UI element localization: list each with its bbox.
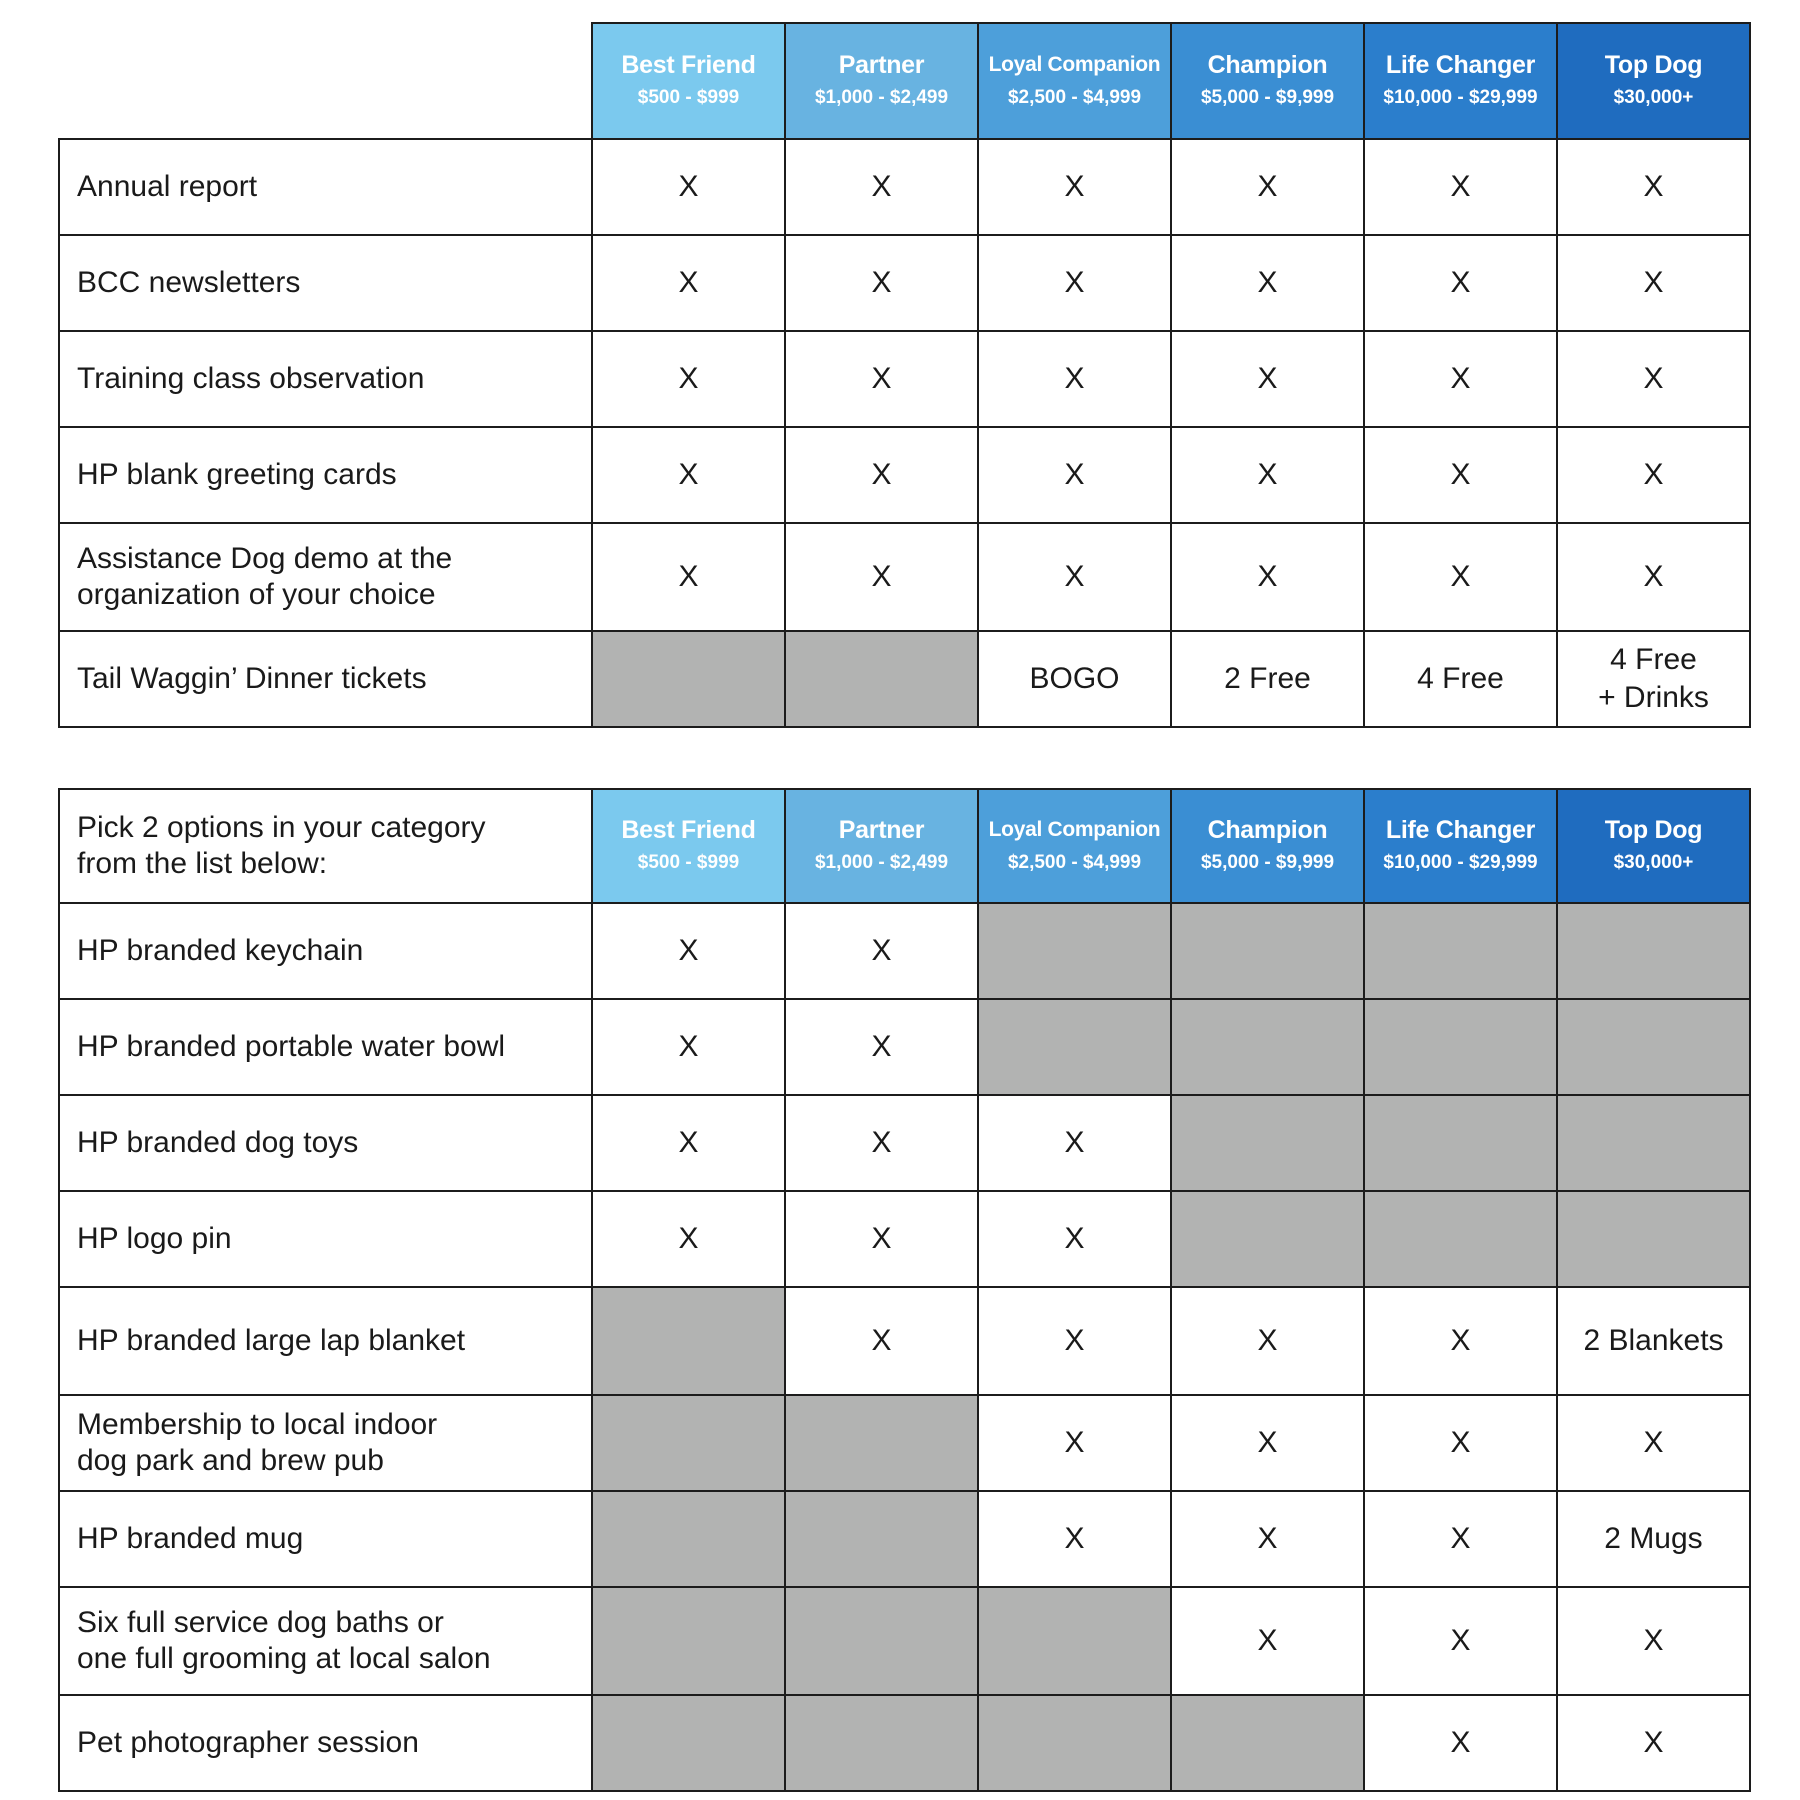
benefit-cell: X	[592, 523, 785, 631]
table-row	[59, 631, 1750, 727]
tier-header-champion	[1171, 23, 1364, 139]
benefit-cell: X	[785, 1287, 978, 1395]
tier-header-top-dog	[1557, 23, 1750, 139]
row-label: HP logo pin	[59, 1191, 592, 1287]
row-label: Training class observation	[59, 331, 592, 427]
benefit-cell: X	[1364, 139, 1557, 235]
unavailable-cell	[1364, 999, 1557, 1095]
tier-name: Loyal Companion	[988, 53, 1161, 76]
tier-range: $500 - $999	[637, 87, 740, 108]
benefit-cell: 2 Mugs	[1557, 1491, 1750, 1587]
unavailable-cell	[785, 1695, 978, 1791]
benefit-cell: X	[785, 1095, 978, 1191]
row-label: HP branded keychain	[59, 903, 592, 999]
benefit-cell: X	[1557, 523, 1750, 631]
benefits-table	[58, 22, 1751, 728]
unavailable-cell	[978, 999, 1171, 1095]
benefit-cell: X	[1364, 1695, 1557, 1791]
benefit-cell: X	[785, 523, 978, 631]
benefit-cell: 2 Blankets	[1557, 1287, 1750, 1395]
row-label: HP branded portable water bowl	[59, 999, 592, 1095]
benefit-cell: X	[592, 427, 785, 523]
row-label: Tail Waggin’ Dinner tickets	[59, 631, 592, 727]
tier-name: Top Dog	[1604, 816, 1703, 844]
benefit-cell: X	[1171, 235, 1364, 331]
benefit-cell: X	[592, 999, 785, 1095]
tier-header-life-changer	[1364, 789, 1557, 903]
unavailable-cell	[1557, 903, 1750, 999]
benefit-cell: X	[1364, 1395, 1557, 1491]
benefit-cell: X	[785, 427, 978, 523]
row-label: Assistance Dog demo at the organization of your choice	[59, 523, 592, 631]
benefit-cell: X	[978, 427, 1171, 523]
benefit-cell: X	[1557, 427, 1750, 523]
unavailable-cell	[1364, 1191, 1557, 1287]
benefit-cell: X	[978, 1491, 1171, 1587]
tier-name: Life Changer	[1385, 51, 1536, 79]
tier-range: $5,000 - $9,999	[1200, 87, 1335, 108]
benefit-cell: X	[785, 139, 978, 235]
unavailable-cell	[978, 903, 1171, 999]
tier-header-best-friend	[592, 23, 785, 139]
tier-header-partner	[785, 789, 978, 903]
benefit-cell: X	[1364, 235, 1557, 331]
benefit-cell: 2 Free	[1171, 631, 1364, 727]
unavailable-cell	[978, 1695, 1171, 1791]
row-label: HP blank greeting cards	[59, 427, 592, 523]
benefit-cell: X	[785, 235, 978, 331]
table-row	[59, 1191, 1750, 1287]
tier-name: Best Friend	[621, 816, 756, 844]
options-header-row	[59, 789, 1750, 903]
table-row	[59, 999, 1750, 1095]
options-instruction-text: Pick 2 options in your category from the list below:	[77, 811, 486, 880]
unavailable-cell	[1557, 999, 1750, 1095]
benefit-cell: X	[785, 331, 978, 427]
benefit-cell: X	[1171, 427, 1364, 523]
unavailable-cell	[1557, 1191, 1750, 1287]
tier-name: Life Changer	[1385, 816, 1536, 844]
tier-range: $30,000+	[1613, 87, 1694, 108]
options-instruction	[59, 789, 592, 903]
table-row	[59, 427, 1750, 523]
benefit-cell: 4 Free + Drinks	[1557, 631, 1750, 727]
unavailable-cell	[592, 1395, 785, 1491]
benefits-header-row	[59, 23, 1750, 139]
tier-header-champion	[1171, 789, 1364, 903]
tier-range: $1,000 - $2,499	[814, 852, 949, 873]
unavailable-cell	[1171, 1191, 1364, 1287]
tier-header-partner	[785, 23, 978, 139]
unavailable-cell	[592, 1491, 785, 1587]
unavailable-cell	[1171, 1695, 1364, 1791]
tier-name: Champion	[1207, 51, 1328, 79]
unavailable-cell	[592, 1587, 785, 1695]
table-row	[59, 139, 1750, 235]
tier-header-life-changer	[1364, 23, 1557, 139]
table-row	[59, 1095, 1750, 1191]
benefit-cell: X	[1557, 331, 1750, 427]
tier-range: $10,000 - $29,999	[1383, 87, 1538, 108]
row-label: HP branded large lap blanket	[59, 1287, 592, 1395]
benefit-cell: 4 Free	[1364, 631, 1557, 727]
tier-name: Top Dog	[1604, 51, 1703, 79]
options-table	[58, 788, 1751, 1792]
benefit-cell: X	[978, 235, 1171, 331]
header-blank-cell	[59, 23, 592, 139]
tier-header-loyal-companion	[978, 23, 1171, 139]
benefit-cell: X	[1557, 235, 1750, 331]
benefit-cell: X	[1171, 523, 1364, 631]
benefit-cell: X	[978, 1287, 1171, 1395]
benefit-cell: X	[978, 1395, 1171, 1491]
unavailable-cell	[1364, 903, 1557, 999]
benefit-cell: X	[1364, 1587, 1557, 1695]
benefit-cell: X	[592, 1095, 785, 1191]
tier-name: Partner	[838, 51, 925, 79]
tier-range: $30,000+	[1613, 852, 1694, 873]
unavailable-cell	[1171, 1095, 1364, 1191]
unavailable-cell	[1171, 999, 1364, 1095]
row-label: HP branded dog toys	[59, 1095, 592, 1191]
unavailable-cell	[785, 1491, 978, 1587]
benefit-cell: X	[978, 331, 1171, 427]
benefit-cell: X	[978, 523, 1171, 631]
tier-range: $1,000 - $2,499	[814, 87, 949, 108]
benefit-cell: X	[1557, 1587, 1750, 1695]
tier-range: $500 - $999	[637, 852, 740, 873]
tier-range: $2,500 - $4,999	[1007, 852, 1142, 873]
tier-name: Champion	[1207, 816, 1328, 844]
unavailable-cell	[785, 1587, 978, 1695]
benefit-cell: X	[1171, 1491, 1364, 1587]
benefit-cell: X	[1557, 139, 1750, 235]
benefit-cell: X	[1364, 427, 1557, 523]
table-row	[59, 523, 1750, 631]
tier-header-loyal-companion	[978, 789, 1171, 903]
unavailable-cell	[592, 1287, 785, 1395]
benefit-cell: X	[592, 1191, 785, 1287]
tier-header-best-friend	[592, 789, 785, 903]
table-row	[59, 1395, 1750, 1491]
unavailable-cell	[592, 631, 785, 727]
benefit-cell: X	[785, 999, 978, 1095]
row-label: Pet photographer session	[59, 1695, 592, 1791]
benefit-cell: X	[1364, 1287, 1557, 1395]
row-label: Six full service dog baths or one full grooming at local salon	[59, 1587, 592, 1695]
benefit-cell: X	[978, 1095, 1171, 1191]
tier-name: Best Friend	[621, 51, 756, 79]
benefit-cell: X	[1364, 523, 1557, 631]
benefit-cell: X	[592, 235, 785, 331]
unavailable-cell	[1364, 1095, 1557, 1191]
tier-range: $2,500 - $4,999	[1007, 87, 1142, 108]
row-label: BCC newsletters	[59, 235, 592, 331]
benefit-cell: X	[1171, 1587, 1364, 1695]
unavailable-cell	[1557, 1095, 1750, 1191]
tier-name: Partner	[838, 816, 925, 844]
benefit-cell: X	[1171, 1287, 1364, 1395]
benefit-cell: X	[1171, 331, 1364, 427]
unavailable-cell	[785, 631, 978, 727]
benefit-cell: X	[1171, 1395, 1364, 1491]
benefit-cell: X	[1364, 331, 1557, 427]
benefit-cell: X	[785, 1191, 978, 1287]
table-row	[59, 235, 1750, 331]
benefit-cell: X	[1557, 1395, 1750, 1491]
tier-range: $5,000 - $9,999	[1200, 852, 1335, 873]
row-label: HP branded mug	[59, 1491, 592, 1587]
tier-header-top-dog	[1557, 789, 1750, 903]
row-label: Membership to local indoor dog park and brew pub	[59, 1395, 592, 1491]
unavailable-cell	[592, 1695, 785, 1791]
table-row	[59, 331, 1750, 427]
benefit-cell: X	[592, 139, 785, 235]
table-row	[59, 1287, 1750, 1395]
benefit-cell: X	[1171, 139, 1364, 235]
unavailable-cell	[978, 1587, 1171, 1695]
benefit-cell: X	[592, 331, 785, 427]
tier-range: $10,000 - $29,999	[1383, 852, 1538, 873]
unavailable-cell	[1171, 903, 1364, 999]
benefit-cell: X	[978, 139, 1171, 235]
table-row	[59, 1587, 1750, 1695]
table-row	[59, 1491, 1750, 1587]
benefit-cell: X	[592, 903, 785, 999]
table-row	[59, 1695, 1750, 1791]
benefit-cell: X	[1364, 1491, 1557, 1587]
benefit-cell: X	[978, 1191, 1171, 1287]
table-row	[59, 903, 1750, 999]
tier-name: Loyal Companion	[988, 818, 1161, 841]
unavailable-cell	[785, 1395, 978, 1491]
benefit-cell: X	[785, 903, 978, 999]
row-label: Annual report	[59, 139, 592, 235]
benefit-cell: BOGO	[978, 631, 1171, 727]
benefit-cell: X	[1557, 1695, 1750, 1791]
